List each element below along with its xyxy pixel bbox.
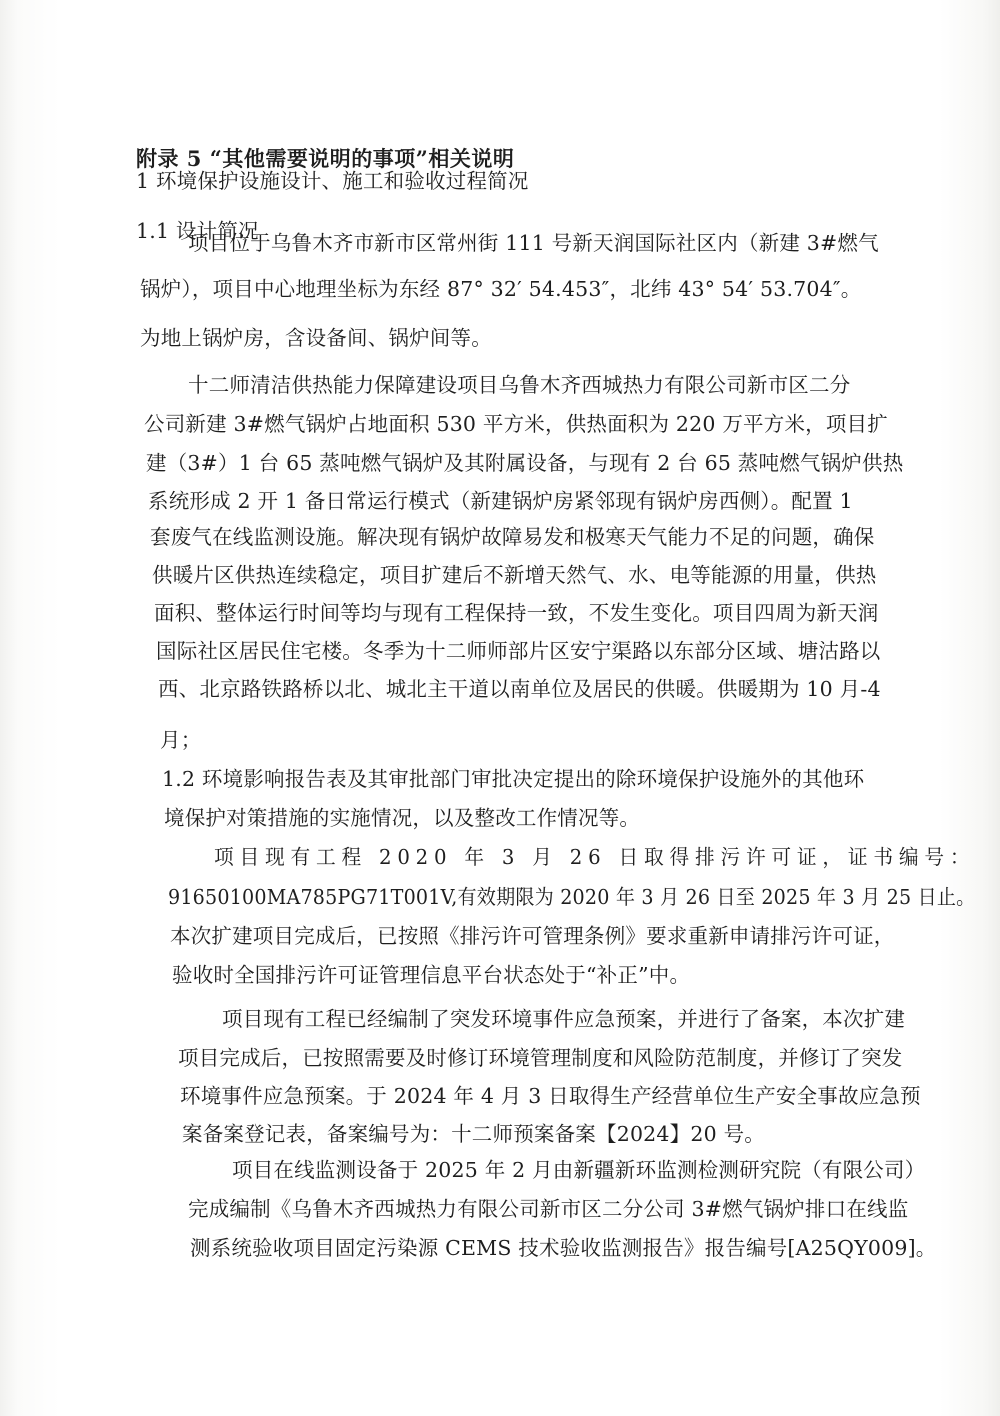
paragraph-3-line-3: 本次扩建项目完成后，已按照《排污许可管理条例》要求重新申请排污许可证， xyxy=(170,924,895,948)
paragraph-2-line-3: 建（3#）1 台 65 蒸吨燃气锅炉及其附属设备，与现有 2 台 65 蒸吨燃气锅炉供热 xyxy=(146,451,904,475)
paragraph-4-line-3: 环境事件应急预案。于 2024 年 4 月 3 日取得生产经营单位生产安全事故应急预 xyxy=(180,1084,921,1108)
paragraph-5-line-3: 测系统验收项目固定污染源 CEMS 技术验收监测报告》报告编号[A25QY009]。 xyxy=(190,1236,937,1260)
paragraph-5-line-2: 完成编制《乌鲁木齐西城热力有限公司新市区二分公司 3#燃气锅炉排口在线监 xyxy=(188,1197,909,1221)
paragraph-2-line-2: 公司新建 3#燃气锅炉占地面积 530 平方米，供热面积为 220 万平方米，项目扩 xyxy=(144,412,888,436)
paragraph-2-line-4: 系统形成 2 开 1 备日常运行模式（新建锅炉房紧邻现有锅炉房西侧）。配置 1 xyxy=(148,489,853,513)
paragraph-3-line-1: 项目现有工程 2020 年 3 月 26 日取得排污许可证，证书编号： xyxy=(214,845,976,869)
paragraph-2-line-6: 供暖片区供热连续稳定，项目扩建后不新增天然气、水、电等能源的用量，供热 xyxy=(152,563,877,587)
section-1-heading: 1 环境保护设施设计、施工和验收过程简况 xyxy=(136,169,529,193)
paragraph-3-line-2: 91650100MA785PG71T001V,有效期限为 2020 年 3 月 26 日至 2025 年 3 月 25 日止。 xyxy=(168,885,976,909)
paragraph-2-line-1: 十二师清洁供热能力保障建设项目乌鲁木齐西城热力有限公司新市区二分 xyxy=(188,373,851,397)
paragraph-1-line-1: 项目位于乌鲁木齐市新市区常州街 111 号新天润国际社区内（新建 3#燃气 xyxy=(188,231,879,255)
paragraph-2-line-9: 西、北京路铁路桥以北、城北主干道以南单位及居民的供暖。供暖期为 10 月-4 xyxy=(158,677,881,701)
paragraph-2-line-5: 套废气在线监测设施。解决现有锅炉故障易发和极寒天气能力不足的问题，确保 xyxy=(150,525,875,549)
section-1-2-heading-line-2: 境保护对策措施的实施情况，以及整改工作情况等。 xyxy=(164,806,641,830)
paragraph-2-line-8: 国际社区居民住宅楼。冬季为十二师师部片区安宁渠路以东部分区域、塘沽路以 xyxy=(156,639,881,663)
appendix-title: 附录 5 “其他需要说明的事项”相关说明 xyxy=(136,146,515,171)
paragraph-4-line-1: 项目现有工程已经编制了突发环境事件应急预案，并进行了备案，本次扩建 xyxy=(222,1007,906,1031)
section-1-2-heading-line-1: 1.2 环境影响报告表及其审批部门审批决定提出的除环境保护设施外的其他环 xyxy=(162,767,865,791)
section-1-1-heading: 1.1 设计简况 xyxy=(136,219,259,243)
paragraph-4-line-2: 项目完成后，已按照需要及时修订环境管理制度和风险防范制度，并修订了突发 xyxy=(178,1046,903,1070)
paragraph-1-line-3: 为地上锅炉房，含设备间、锅炉间等。 xyxy=(140,326,492,350)
paragraph-3-line-4: 验收时全国排污许可证管理信息平台状态处于“补正”中。 xyxy=(172,963,691,987)
paragraph-1-line-2: 锅炉），项目中心地理坐标为东经 87° 32′ 54.453″，北纬 43° 54′ 53.704″。 xyxy=(140,277,862,301)
paragraph-2-line-10: 月； xyxy=(160,728,202,752)
paragraph-2-line-7: 面积、整体运行时间等均与现有工程保持一致，不发生变化。项目四周为新天润 xyxy=(154,601,879,625)
paragraph-4-line-4: 案备案登记表，备案编号为：十二师预案备案【2024】20 号。 xyxy=(182,1122,765,1146)
paragraph-5-line-1: 项目在线监测设备于 2025 年 2 月由新疆新环监测检测研究院（有限公司） xyxy=(232,1158,926,1182)
